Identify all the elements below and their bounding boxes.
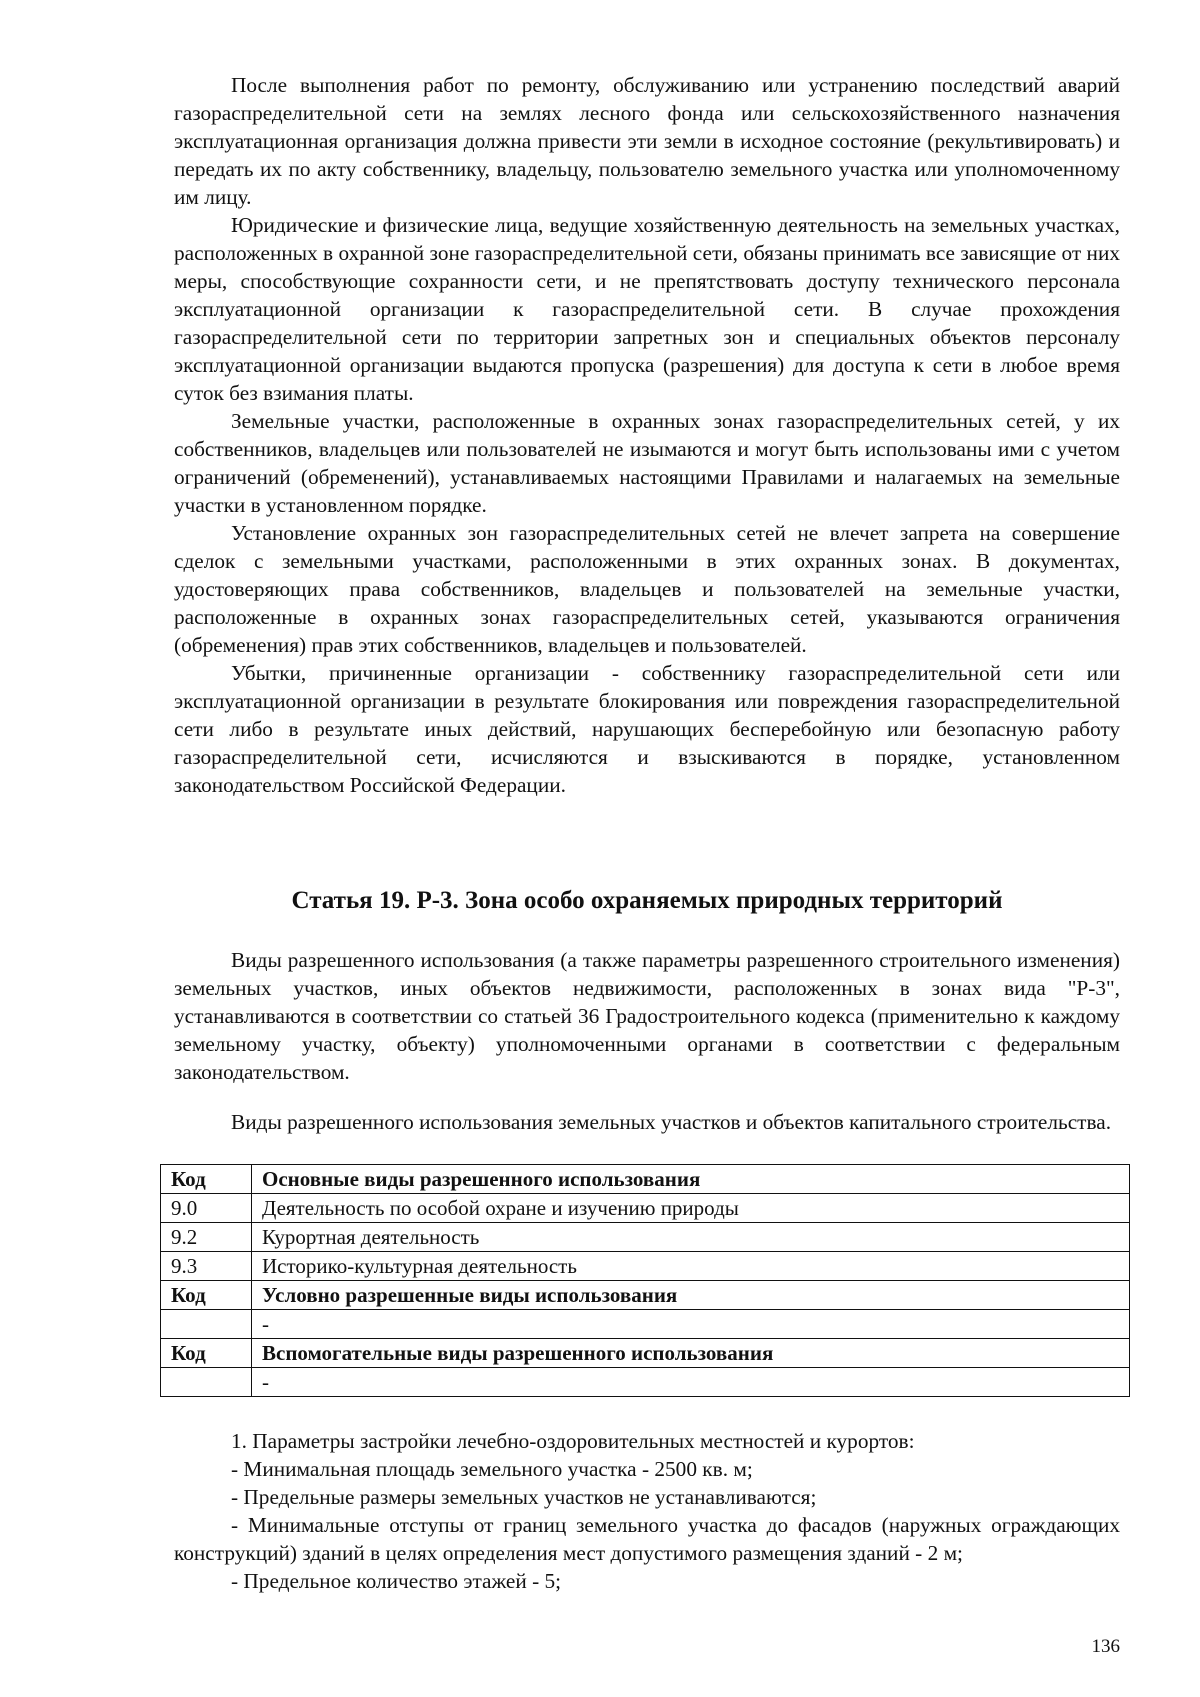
row-name: Историко-культурная деятельность (252, 1252, 1130, 1281)
auxiliary-uses-header: Вспомогательные виды разрешенного использования (252, 1339, 1130, 1368)
table-caption-block (174, 1108, 1120, 1136)
code-header: Код (161, 1165, 252, 1194)
paragraph-restoration: После выполнения работ по ремонту, обслуживанию или устранению последствий аварий газораспределительной сети на землях лесного фонда или сельскохозяйственного назначения эксплуатационная организация должна привести эти земли в исходное состояние (рекультивировать) и передать их по акту собственнику, владельцу, пользователю земельного участка или уполномоченному им лицу. (174, 73, 1120, 209)
row-code (161, 1310, 252, 1339)
paragraph-land-plots: Земельные участки, расположенные в охранных зонах газораспределительных сетей, у их собственников, владельцев или пользователей не изымаются и могут быть использованы ими с учетом ограничений (обременений), устанавливаемых настоящими Правилами и налагаемых на земельные участки в установленном порядке. (174, 409, 1120, 517)
main-uses-header: Основные виды разрешенного использования (252, 1165, 1130, 1194)
paragraph-obligations: Юридические и физические лица, ведущие хозяйственную деятельность на земельных участках, расположенных в охранной зоне газораспределительной сети, обязаны принимать все зависящие от них меры, способствующие сохранности сети, и не препятствовать доступу технического персонала эксплуатационной организации к газораспределительной сети. В случае прохождения газораспределительной сети по территории запретных зон и специальных объектов персоналу эксплуатационной организации выдаются пропуска (разрешения) для доступа к сети в любое время суток без взимания платы. (174, 213, 1120, 405)
table-row (161, 1165, 1130, 1194)
code-header: Код (161, 1281, 252, 1310)
paragraph-damages: Убытки, причиненные организации - собственнику газораспределительной сети или эксплуатационной организации в результате блокирования или повреждения газораспределительной сети либо в результате иных действий, нарушающих бесперебойную или безопасную работу газораспределительной сети, исчисляются и взыскиваются в порядке, установленном законодательством Российской Федерации. (174, 661, 1120, 797)
table-row (161, 1281, 1130, 1310)
params-title: 1. Параметры застройки лечебно-оздоровительных местностей и курортов: (231, 1429, 915, 1453)
row-name: - (252, 1310, 1130, 1339)
page-number: 136 (1091, 1636, 1120, 1657)
paragraph-transactions: Установление охранных зон газораспределительных сетей не влечет запрета на совершение сделок с земельными участками, расположенными в этих охранных зонах. В документах, удостоверяющих права собственников, владельцев и пользователей на земельные участки, расположенные в охранных зонах газораспределительных сетей, указываются ограничения (обременения) прав этих собственников, владельцев и пользователей. (174, 521, 1120, 657)
table-row (161, 1368, 1130, 1397)
row-name: - (252, 1368, 1130, 1397)
row-name: Курортная деятельность (252, 1223, 1130, 1252)
row-name: Деятельность по особой охране и изучению природы (252, 1194, 1130, 1223)
top-text (174, 71, 1120, 799)
param-min-area: - Минимальная площадь земельного участка - 2500 кв. м; (231, 1457, 753, 1481)
param-setbacks: - Минимальные отступы от границ земельного участка до фасадов (наружных ограждающих конструкций) зданий в целях определения мест допустимого размещения зданий - 2 м; (174, 1513, 1120, 1565)
table-row (161, 1223, 1130, 1252)
row-code: 9.2 (161, 1223, 252, 1252)
land-use-table (160, 1164, 1130, 1397)
row-code: 9.0 (161, 1194, 252, 1223)
intro-paragraph: Виды разрешенного использования (а также параметры разрешенного строительного изменения) земельных участков, иных объектов недвижимости, расположенных в зонах вида "Р-3", устанавливаются в соответствии со статьей 36 Градостроительного кодекса (применительно к каждому земельному участку, объекту) уполномоченными органами в соответствии с федеральным законодательством. (174, 948, 1120, 1084)
intro-text (174, 946, 1120, 1086)
article-heading: Статья 19. Р-3. Зона особо охраняемых природных территорий (291, 887, 1003, 914)
conditional-uses-header: Условно разрешенные виды использования (252, 1281, 1130, 1310)
row-code (161, 1368, 252, 1397)
param-plot-size: - Предельные размеры земельных участков не устанавливаются; (231, 1485, 817, 1509)
code-header: Код (161, 1339, 252, 1368)
table-caption: Виды разрешенного использования земельных участков и объектов капитального строительства. (231, 1110, 1112, 1134)
table-row (161, 1194, 1130, 1223)
table-row (161, 1310, 1130, 1339)
table-row (161, 1252, 1130, 1281)
param-floors: - Предельное количество этажей - 5; (231, 1569, 562, 1593)
row-code: 9.3 (161, 1252, 252, 1281)
table-row (161, 1339, 1130, 1368)
params-block (174, 1427, 1120, 1595)
